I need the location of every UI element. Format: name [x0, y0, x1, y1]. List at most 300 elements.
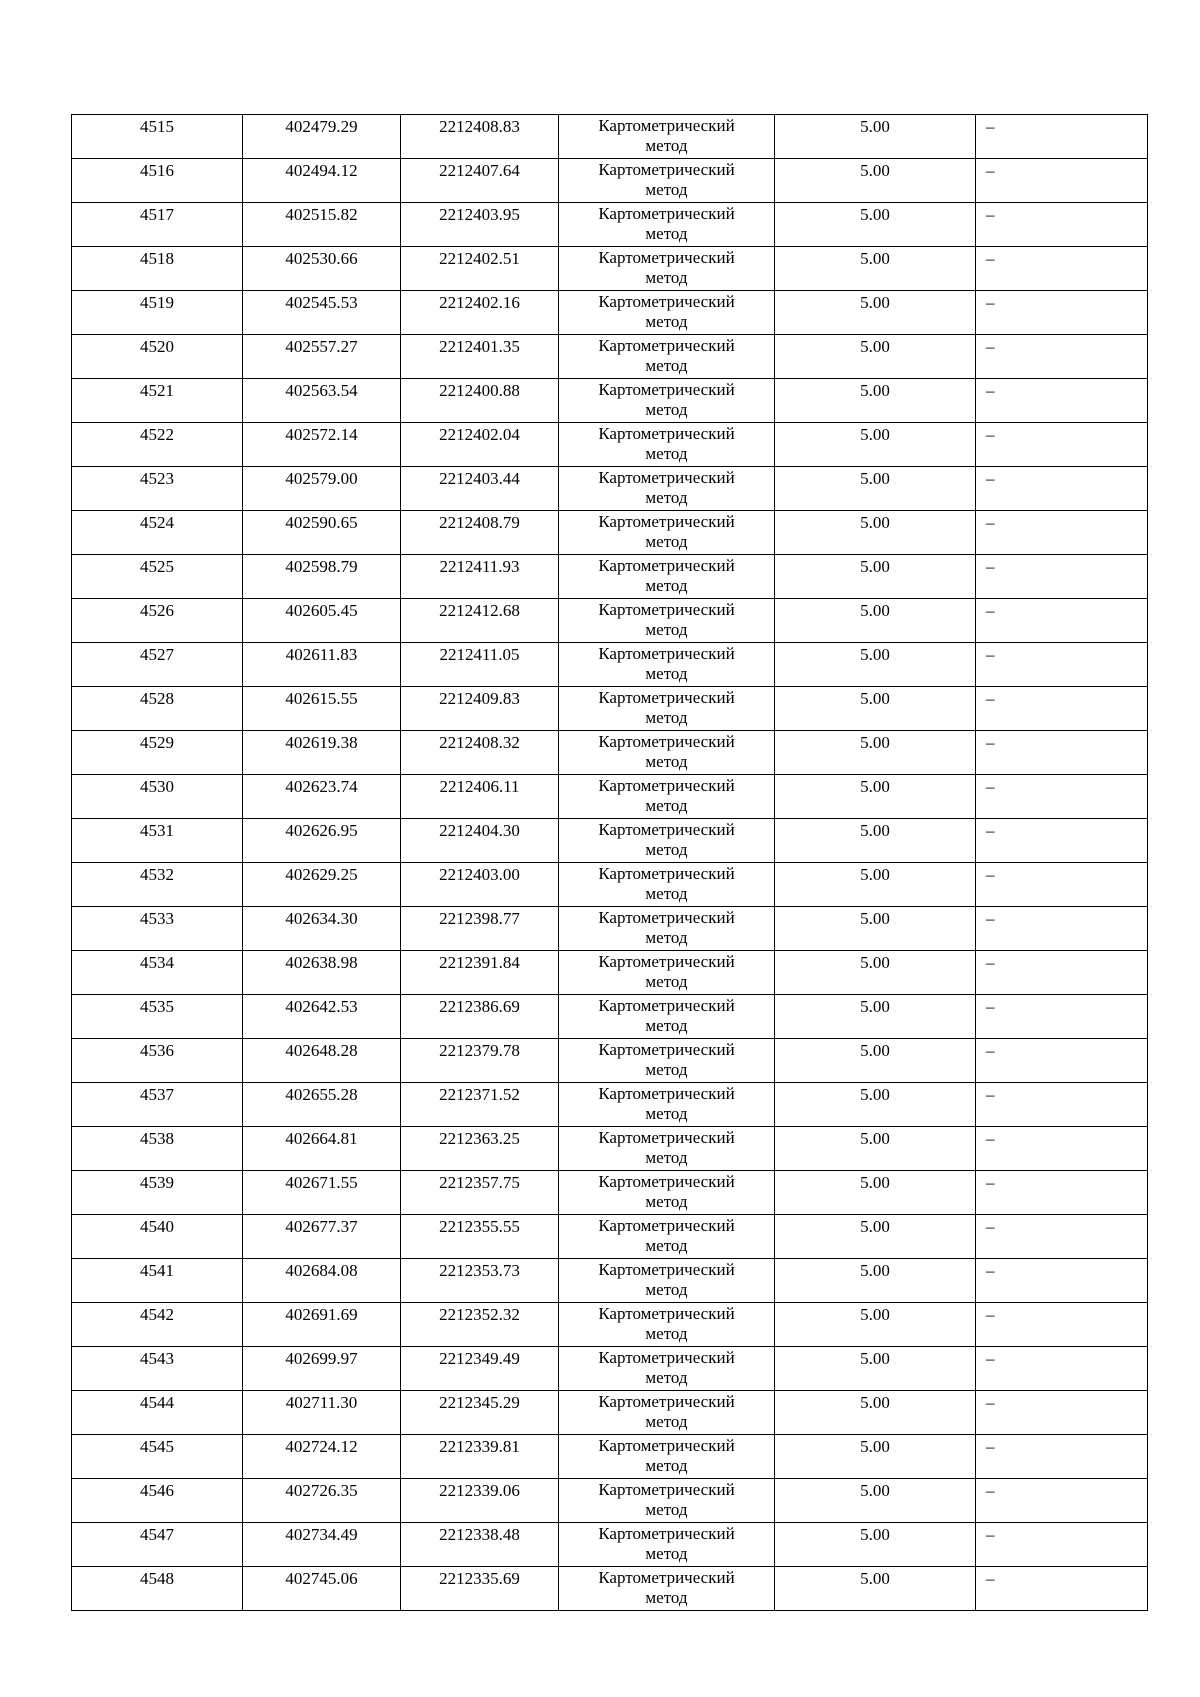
point-number-cell: 4537: [72, 1083, 243, 1127]
method-cell: [559, 511, 775, 555]
method-cell: [559, 247, 775, 291]
method-line-2: метод: [645, 1456, 688, 1475]
description-cell: –: [976, 687, 1148, 731]
description-cell: –: [976, 1083, 1148, 1127]
y-coordinate-cell: 2212408.79: [401, 511, 559, 555]
accuracy-cell: 5.00: [775, 1303, 976, 1347]
method-line-1: Картометрический: [598, 1436, 735, 1455]
y-coordinate-cell: 2212339.81: [401, 1435, 559, 1479]
accuracy-cell: 5.00: [775, 599, 976, 643]
point-number-cell: 4518: [72, 247, 243, 291]
method-line-1: Картометрический: [598, 468, 735, 487]
accuracy-cell: 5.00: [775, 291, 976, 335]
y-coordinate-cell: 2212371.52: [401, 1083, 559, 1127]
point-number-cell: 4548: [72, 1567, 243, 1611]
accuracy-cell: 5.00: [775, 159, 976, 203]
method-line-2: метод: [645, 1236, 688, 1255]
method-cell: [559, 1083, 775, 1127]
accuracy-cell: 5.00: [775, 819, 976, 863]
table-row: [72, 1523, 1148, 1567]
method-line-1: Картометрический: [598, 1348, 735, 1367]
method-line-1: Картометрический: [598, 1128, 735, 1147]
y-coordinate-cell: 2212338.48: [401, 1523, 559, 1567]
description-cell: –: [976, 951, 1148, 995]
description-cell: –: [976, 335, 1148, 379]
method-line-2: метод: [645, 1104, 688, 1123]
description-cell: –: [976, 1523, 1148, 1567]
description-cell: –: [976, 863, 1148, 907]
point-number-cell: 4522: [72, 423, 243, 467]
table-row: [72, 1215, 1148, 1259]
y-coordinate-cell: 2212349.49: [401, 1347, 559, 1391]
method-cell: [559, 1479, 775, 1523]
method-line-1: Картометрический: [598, 820, 735, 839]
description-cell: –: [976, 511, 1148, 555]
method-line-2: метод: [645, 1588, 688, 1607]
x-coordinate-cell: 402557.27: [243, 335, 401, 379]
description-cell: –: [976, 731, 1148, 775]
y-coordinate-cell: 2212408.32: [401, 731, 559, 775]
y-coordinate-cell: 2212355.55: [401, 1215, 559, 1259]
point-number-cell: 4542: [72, 1303, 243, 1347]
x-coordinate-cell: 402699.97: [243, 1347, 401, 1391]
method-cell: [559, 291, 775, 335]
method-line-2: метод: [645, 532, 688, 551]
accuracy-cell: 5.00: [775, 1083, 976, 1127]
point-number-cell: 4531: [72, 819, 243, 863]
method-line-2: метод: [645, 1280, 688, 1299]
method-cell: [559, 995, 775, 1039]
method-line-2: метод: [645, 1192, 688, 1211]
table-row: [72, 467, 1148, 511]
description-cell: –: [976, 1567, 1148, 1611]
method-cell: [559, 1391, 775, 1435]
method-line-1: Картометрический: [598, 336, 735, 355]
method-line-1: Картометрический: [598, 1392, 735, 1411]
table-row: [72, 159, 1148, 203]
accuracy-cell: 5.00: [775, 643, 976, 687]
point-number-cell: 4527: [72, 643, 243, 687]
y-coordinate-cell: 2212411.93: [401, 555, 559, 599]
x-coordinate-cell: 402530.66: [243, 247, 401, 291]
accuracy-cell: 5.00: [775, 1347, 976, 1391]
y-coordinate-cell: 2212407.64: [401, 159, 559, 203]
description-cell: –: [976, 203, 1148, 247]
y-coordinate-cell: 2212353.73: [401, 1259, 559, 1303]
method-line-2: метод: [645, 576, 688, 595]
y-coordinate-cell: 2212404.30: [401, 819, 559, 863]
x-coordinate-cell: 402615.55: [243, 687, 401, 731]
method-line-2: метод: [645, 620, 688, 639]
point-number-cell: 4535: [72, 995, 243, 1039]
x-coordinate-cell: 402545.53: [243, 291, 401, 335]
x-coordinate-cell: 402479.29: [243, 115, 401, 159]
point-number-cell: 4517: [72, 203, 243, 247]
table-row: [72, 1171, 1148, 1215]
method-cell: [559, 1215, 775, 1259]
point-number-cell: 4533: [72, 907, 243, 951]
table-row: [72, 1435, 1148, 1479]
accuracy-cell: 5.00: [775, 423, 976, 467]
description-cell: –: [976, 775, 1148, 819]
method-line-2: метод: [645, 1060, 688, 1079]
point-number-cell: 4546: [72, 1479, 243, 1523]
x-coordinate-cell: 402563.54: [243, 379, 401, 423]
x-coordinate-cell: 402745.06: [243, 1567, 401, 1611]
method-cell: [559, 159, 775, 203]
method-line-2: метод: [645, 708, 688, 727]
method-line-1: Картометрический: [598, 1524, 735, 1543]
method-line-1: Картометрический: [598, 1568, 735, 1587]
accuracy-cell: 5.00: [775, 379, 976, 423]
method-cell: [559, 1259, 775, 1303]
method-line-1: Картометрический: [598, 1040, 735, 1059]
point-number-cell: 4539: [72, 1171, 243, 1215]
method-line-2: метод: [645, 664, 688, 683]
accuracy-cell: 5.00: [775, 203, 976, 247]
description-cell: –: [976, 1215, 1148, 1259]
table-row: [72, 995, 1148, 1039]
method-line-1: Картометрический: [598, 996, 735, 1015]
y-coordinate-cell: 2212411.05: [401, 643, 559, 687]
y-coordinate-cell: 2212402.51: [401, 247, 559, 291]
method-line-2: метод: [645, 1148, 688, 1167]
table-row: [72, 643, 1148, 687]
accuracy-cell: 5.00: [775, 467, 976, 511]
accuracy-cell: 5.00: [775, 1523, 976, 1567]
method-line-1: Картометрический: [598, 556, 735, 575]
point-number-cell: 4525: [72, 555, 243, 599]
x-coordinate-cell: 402677.37: [243, 1215, 401, 1259]
x-coordinate-cell: 402626.95: [243, 819, 401, 863]
method-line-2: метод: [645, 1500, 688, 1519]
x-coordinate-cell: 402724.12: [243, 1435, 401, 1479]
method-line-1: Картометрический: [598, 644, 735, 663]
method-cell: [559, 1347, 775, 1391]
method-cell: [559, 907, 775, 951]
table-row: [72, 247, 1148, 291]
point-number-cell: 4519: [72, 291, 243, 335]
method-line-2: метод: [645, 224, 688, 243]
method-line-1: Картометрический: [598, 688, 735, 707]
x-coordinate-cell: 402642.53: [243, 995, 401, 1039]
accuracy-cell: 5.00: [775, 1567, 976, 1611]
accuracy-cell: 5.00: [775, 775, 976, 819]
method-line-1: Картометрический: [598, 1260, 735, 1279]
method-cell: [559, 819, 775, 863]
x-coordinate-cell: 402579.00: [243, 467, 401, 511]
method-line-2: метод: [645, 1016, 688, 1035]
description-cell: –: [976, 379, 1148, 423]
y-coordinate-cell: 2212408.83: [401, 115, 559, 159]
point-number-cell: 4543: [72, 1347, 243, 1391]
method-cell: [559, 1039, 775, 1083]
method-line-1: Картометрический: [598, 424, 735, 443]
description-cell: –: [976, 1391, 1148, 1435]
y-coordinate-cell: 2212335.69: [401, 1567, 559, 1611]
point-number-cell: 4515: [72, 115, 243, 159]
accuracy-cell: 5.00: [775, 731, 976, 775]
method-cell: [559, 423, 775, 467]
description-cell: –: [976, 555, 1148, 599]
y-coordinate-cell: 2212339.06: [401, 1479, 559, 1523]
x-coordinate-cell: 402671.55: [243, 1171, 401, 1215]
x-coordinate-cell: 402634.30: [243, 907, 401, 951]
y-coordinate-cell: 2212379.78: [401, 1039, 559, 1083]
accuracy-cell: 5.00: [775, 1215, 976, 1259]
table-row: [72, 555, 1148, 599]
point-number-cell: 4523: [72, 467, 243, 511]
x-coordinate-cell: 402598.79: [243, 555, 401, 599]
table-row: [72, 1083, 1148, 1127]
y-coordinate-cell: 2212412.68: [401, 599, 559, 643]
point-number-cell: 4532: [72, 863, 243, 907]
accuracy-cell: 5.00: [775, 115, 976, 159]
accuracy-cell: 5.00: [775, 907, 976, 951]
method-line-1: Картометрический: [598, 1480, 735, 1499]
x-coordinate-cell: 402611.83: [243, 643, 401, 687]
table-row: [72, 907, 1148, 951]
method-line-2: метод: [645, 180, 688, 199]
table-row: [72, 203, 1148, 247]
table-row: [72, 775, 1148, 819]
y-coordinate-cell: 2212402.04: [401, 423, 559, 467]
table-row: [72, 1347, 1148, 1391]
table-row: [72, 1303, 1148, 1347]
accuracy-cell: 5.00: [775, 1391, 976, 1435]
accuracy-cell: 5.00: [775, 1039, 976, 1083]
point-number-cell: 4540: [72, 1215, 243, 1259]
accuracy-cell: 5.00: [775, 995, 976, 1039]
method-line-2: метод: [645, 972, 688, 991]
method-line-1: Картометрический: [598, 160, 735, 179]
coordinates-table: [71, 114, 1148, 1611]
x-coordinate-cell: 402684.08: [243, 1259, 401, 1303]
method-line-1: Картометрический: [598, 512, 735, 531]
description-cell: –: [976, 1347, 1148, 1391]
method-cell: [559, 115, 775, 159]
method-line-2: метод: [645, 840, 688, 859]
description-cell: –: [976, 247, 1148, 291]
method-cell: [559, 863, 775, 907]
point-number-cell: 4534: [72, 951, 243, 995]
table-row: [72, 1479, 1148, 1523]
description-cell: –: [976, 1039, 1148, 1083]
x-coordinate-cell: 402655.28: [243, 1083, 401, 1127]
y-coordinate-cell: 2212401.35: [401, 335, 559, 379]
method-cell: [559, 335, 775, 379]
x-coordinate-cell: 402605.45: [243, 599, 401, 643]
table-row: [72, 1039, 1148, 1083]
method-cell: [559, 775, 775, 819]
method-cell: [559, 687, 775, 731]
table-row: [72, 731, 1148, 775]
table-row: [72, 951, 1148, 995]
x-coordinate-cell: 402623.74: [243, 775, 401, 819]
method-line-2: метод: [645, 136, 688, 155]
table-row: [72, 423, 1148, 467]
table-row: [72, 379, 1148, 423]
description-cell: –: [976, 1171, 1148, 1215]
point-number-cell: 4529: [72, 731, 243, 775]
x-coordinate-cell: 402711.30: [243, 1391, 401, 1435]
accuracy-cell: 5.00: [775, 687, 976, 731]
accuracy-cell: 5.00: [775, 1479, 976, 1523]
accuracy-cell: 5.00: [775, 951, 976, 995]
method-line-2: метод: [645, 488, 688, 507]
method-line-2: метод: [645, 1368, 688, 1387]
point-number-cell: 4536: [72, 1039, 243, 1083]
table-row: [72, 511, 1148, 555]
y-coordinate-cell: 2212403.95: [401, 203, 559, 247]
method-line-1: Картометрический: [598, 864, 735, 883]
method-cell: [559, 1303, 775, 1347]
description-cell: –: [976, 291, 1148, 335]
method-cell: [559, 643, 775, 687]
description-cell: –: [976, 1479, 1148, 1523]
y-coordinate-cell: 2212357.75: [401, 1171, 559, 1215]
method-line-1: Картометрический: [598, 1084, 735, 1103]
method-line-1: Картометрический: [598, 116, 735, 135]
y-coordinate-cell: 2212363.25: [401, 1127, 559, 1171]
description-cell: –: [976, 599, 1148, 643]
method-line-2: метод: [645, 356, 688, 375]
method-line-2: метод: [645, 268, 688, 287]
method-line-1: Картометрический: [598, 292, 735, 311]
description-cell: –: [976, 907, 1148, 951]
accuracy-cell: 5.00: [775, 555, 976, 599]
description-cell: –: [976, 1259, 1148, 1303]
method-line-1: Картометрический: [598, 380, 735, 399]
description-cell: –: [976, 159, 1148, 203]
method-line-2: метод: [645, 884, 688, 903]
x-coordinate-cell: 402494.12: [243, 159, 401, 203]
method-cell: [559, 555, 775, 599]
table-row: [72, 687, 1148, 731]
point-number-cell: 4521: [72, 379, 243, 423]
method-line-1: Картометрический: [598, 204, 735, 223]
point-number-cell: 4524: [72, 511, 243, 555]
accuracy-cell: 5.00: [775, 247, 976, 291]
point-number-cell: 4526: [72, 599, 243, 643]
method-line-1: Картометрический: [598, 248, 735, 267]
y-coordinate-cell: 2212386.69: [401, 995, 559, 1039]
method-line-2: метод: [645, 444, 688, 463]
accuracy-cell: 5.00: [775, 335, 976, 379]
method-line-2: метод: [645, 1324, 688, 1343]
method-cell: [559, 1435, 775, 1479]
table-row: [72, 1391, 1148, 1435]
method-cell: [559, 203, 775, 247]
method-line-1: Картометрический: [598, 732, 735, 751]
point-number-cell: 4547: [72, 1523, 243, 1567]
method-line-2: метод: [645, 312, 688, 331]
x-coordinate-cell: 402648.28: [243, 1039, 401, 1083]
point-number-cell: 4516: [72, 159, 243, 203]
method-line-1: Картометрический: [598, 600, 735, 619]
y-coordinate-cell: 2212403.00: [401, 863, 559, 907]
table-row: [72, 1567, 1148, 1611]
description-cell: –: [976, 643, 1148, 687]
y-coordinate-cell: 2212403.44: [401, 467, 559, 511]
method-line-1: Картометрический: [598, 1304, 735, 1323]
table-row: [72, 1259, 1148, 1303]
x-coordinate-cell: 402629.25: [243, 863, 401, 907]
point-number-cell: 4528: [72, 687, 243, 731]
point-number-cell: 4530: [72, 775, 243, 819]
description-cell: –: [976, 1435, 1148, 1479]
point-number-cell: 4520: [72, 335, 243, 379]
accuracy-cell: 5.00: [775, 1259, 976, 1303]
x-coordinate-cell: 402572.14: [243, 423, 401, 467]
method-cell: [559, 1127, 775, 1171]
table-row: [72, 335, 1148, 379]
description-cell: –: [976, 819, 1148, 863]
method-cell: [559, 731, 775, 775]
method-line-1: Картометрический: [598, 1216, 735, 1235]
y-coordinate-cell: 2212406.11: [401, 775, 559, 819]
method-cell: [559, 1171, 775, 1215]
table-row: [72, 599, 1148, 643]
x-coordinate-cell: 402619.38: [243, 731, 401, 775]
description-cell: –: [976, 467, 1148, 511]
method-cell: [559, 599, 775, 643]
point-number-cell: 4544: [72, 1391, 243, 1435]
x-coordinate-cell: 402515.82: [243, 203, 401, 247]
x-coordinate-cell: 402590.65: [243, 511, 401, 555]
method-line-1: Картометрический: [598, 776, 735, 795]
method-line-2: метод: [645, 1412, 688, 1431]
method-line-2: метод: [645, 400, 688, 419]
method-cell: [559, 951, 775, 995]
method-cell: [559, 379, 775, 423]
description-cell: –: [976, 1303, 1148, 1347]
y-coordinate-cell: 2212391.84: [401, 951, 559, 995]
point-number-cell: 4538: [72, 1127, 243, 1171]
method-line-2: метод: [645, 752, 688, 771]
description-cell: –: [976, 1127, 1148, 1171]
y-coordinate-cell: 2212398.77: [401, 907, 559, 951]
description-cell: –: [976, 423, 1148, 467]
table-row: [72, 819, 1148, 863]
accuracy-cell: 5.00: [775, 1435, 976, 1479]
method-line-2: метод: [645, 1544, 688, 1563]
method-cell: [559, 1523, 775, 1567]
table-row: [72, 291, 1148, 335]
table-row: [72, 1127, 1148, 1171]
x-coordinate-cell: 402734.49: [243, 1523, 401, 1567]
description-cell: –: [976, 995, 1148, 1039]
accuracy-cell: 5.00: [775, 863, 976, 907]
y-coordinate-cell: 2212409.83: [401, 687, 559, 731]
accuracy-cell: 5.00: [775, 1127, 976, 1171]
y-coordinate-cell: 2212400.88: [401, 379, 559, 423]
x-coordinate-cell: 402691.69: [243, 1303, 401, 1347]
method-cell: [559, 467, 775, 511]
method-line-1: Картометрический: [598, 1172, 735, 1191]
x-coordinate-cell: 402726.35: [243, 1479, 401, 1523]
y-coordinate-cell: 2212345.29: [401, 1391, 559, 1435]
method-line-1: Картометрический: [598, 908, 735, 927]
x-coordinate-cell: 402638.98: [243, 951, 401, 995]
accuracy-cell: 5.00: [775, 511, 976, 555]
table-row: [72, 863, 1148, 907]
y-coordinate-cell: 2212402.16: [401, 291, 559, 335]
table-row: [72, 115, 1148, 159]
method-cell: [559, 1567, 775, 1611]
point-number-cell: 4541: [72, 1259, 243, 1303]
method-line-1: Картометрический: [598, 952, 735, 971]
